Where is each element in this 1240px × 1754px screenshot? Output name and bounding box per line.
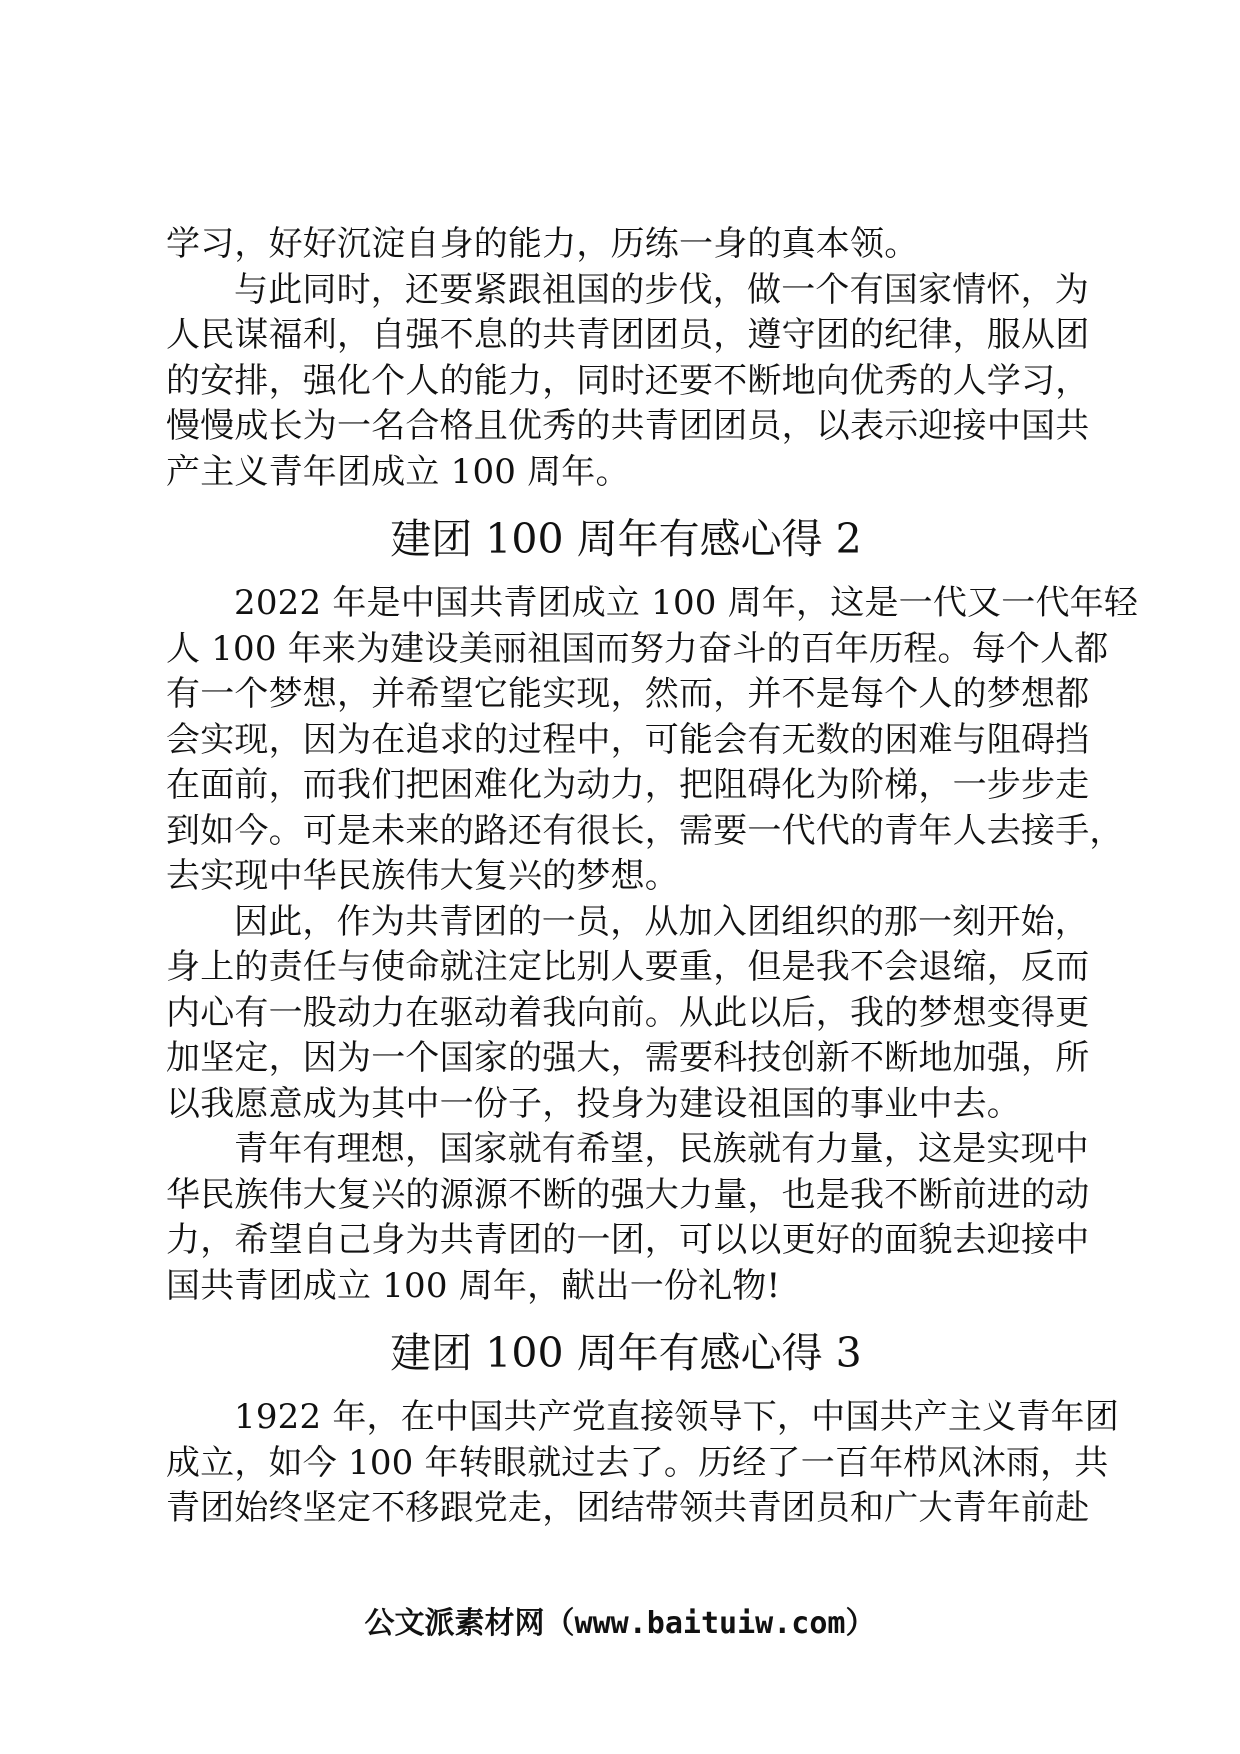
text-line: 的安排，强化个人的能力，同时还要不断地向优秀的人学习， (166, 360, 1090, 401)
text-line: 青年有理想，国家就有希望，民族就有力量，这是实现中 (234, 1129, 1089, 1169)
text-line: 产主义青年团成立 100 周年。 (166, 451, 630, 492)
text-line: 国共青团成立 100 周年，献出一份礼物! (166, 1265, 781, 1306)
section-heading-3: 建团 100 周年有感心得 3 (390, 1329, 862, 1377)
text-line: 有一个梦想，并希望它能实现，然而，并不是每个人的梦想都 (166, 674, 1090, 714)
text-line: 慢慢成长为一名合格且优秀的共青团团员，以表示迎接中国共 (166, 406, 1090, 446)
text-line: 会实现，因为在追求的过程中，可能会有无数的困难与阻碍挡 (166, 719, 1090, 760)
text-line: 到如今。可是未来的路还有很长，需要一代代的青年人去接手， (166, 810, 1124, 851)
text-line: 与此同时，还要紧跟祖国的步伐，做一个有国家情怀，为 (234, 269, 1089, 310)
text-line: 青团始终坚定不移跟党走，团结带领共青团员和广大青年前赴 (166, 1488, 1090, 1528)
text-line: 内心有一股动力在驱动着我向前。从此以后，我的梦想变得更 (166, 992, 1090, 1033)
text-line: 因此，作为共青团的一员，从加入团组织的那一刻开始， (234, 901, 1089, 942)
text-line: 华民族伟大复兴的源源不断的强大力量，也是我不断前进的动 (166, 1174, 1090, 1215)
text-line: 成立，如今 100 年转眼就过去了。历经了一百年栉风沐雨，共 (166, 1442, 1109, 1483)
text-line: 身上的责任与使命就注定比别人要重，但是我不会退缩，反而 (166, 947, 1090, 987)
document-body (166, 222, 1139, 1532)
text-line: 人民谋福利，自强不息的共青团团员，遵守团的纪律，服从团 (166, 315, 1090, 355)
text-line: 以我愿意成为其中一份子，投身为建设祖国的事业中去。 (166, 1083, 1021, 1124)
text-line: 1922 年，在中国共产党直接领导下，中国共产主义青年团 (234, 1397, 1119, 1437)
text-line: 学习，好好沉淀自身的能力，历练一身的真本领。 (166, 224, 919, 264)
page-footer: 公文派素材网（www.baituiw.com） (364, 1606, 876, 1641)
text-line: 去实现中华民族伟大复兴的梦想。 (166, 856, 679, 896)
text-line: 2022 年是中国共青团成立 100 周年，这是一代又一代年轻 (234, 583, 1139, 623)
section-heading-2: 建团 100 周年有感心得 2 (390, 515, 862, 563)
text-line: 在面前，而我们把困难化为动力，把阻碍化为阶梯，一步步走 (166, 765, 1090, 805)
text-line: 力，希望自己身为共青团的一团，可以以更好的面貌去迎接中 (166, 1220, 1090, 1260)
text-line: 人 100 年来为建设美丽祖国而努力奋斗的百年历程。每个人都 (166, 628, 1109, 669)
text-line: 加坚定，因为一个国家的强大，需要科技创新不断地加强，所 (166, 1038, 1090, 1078)
